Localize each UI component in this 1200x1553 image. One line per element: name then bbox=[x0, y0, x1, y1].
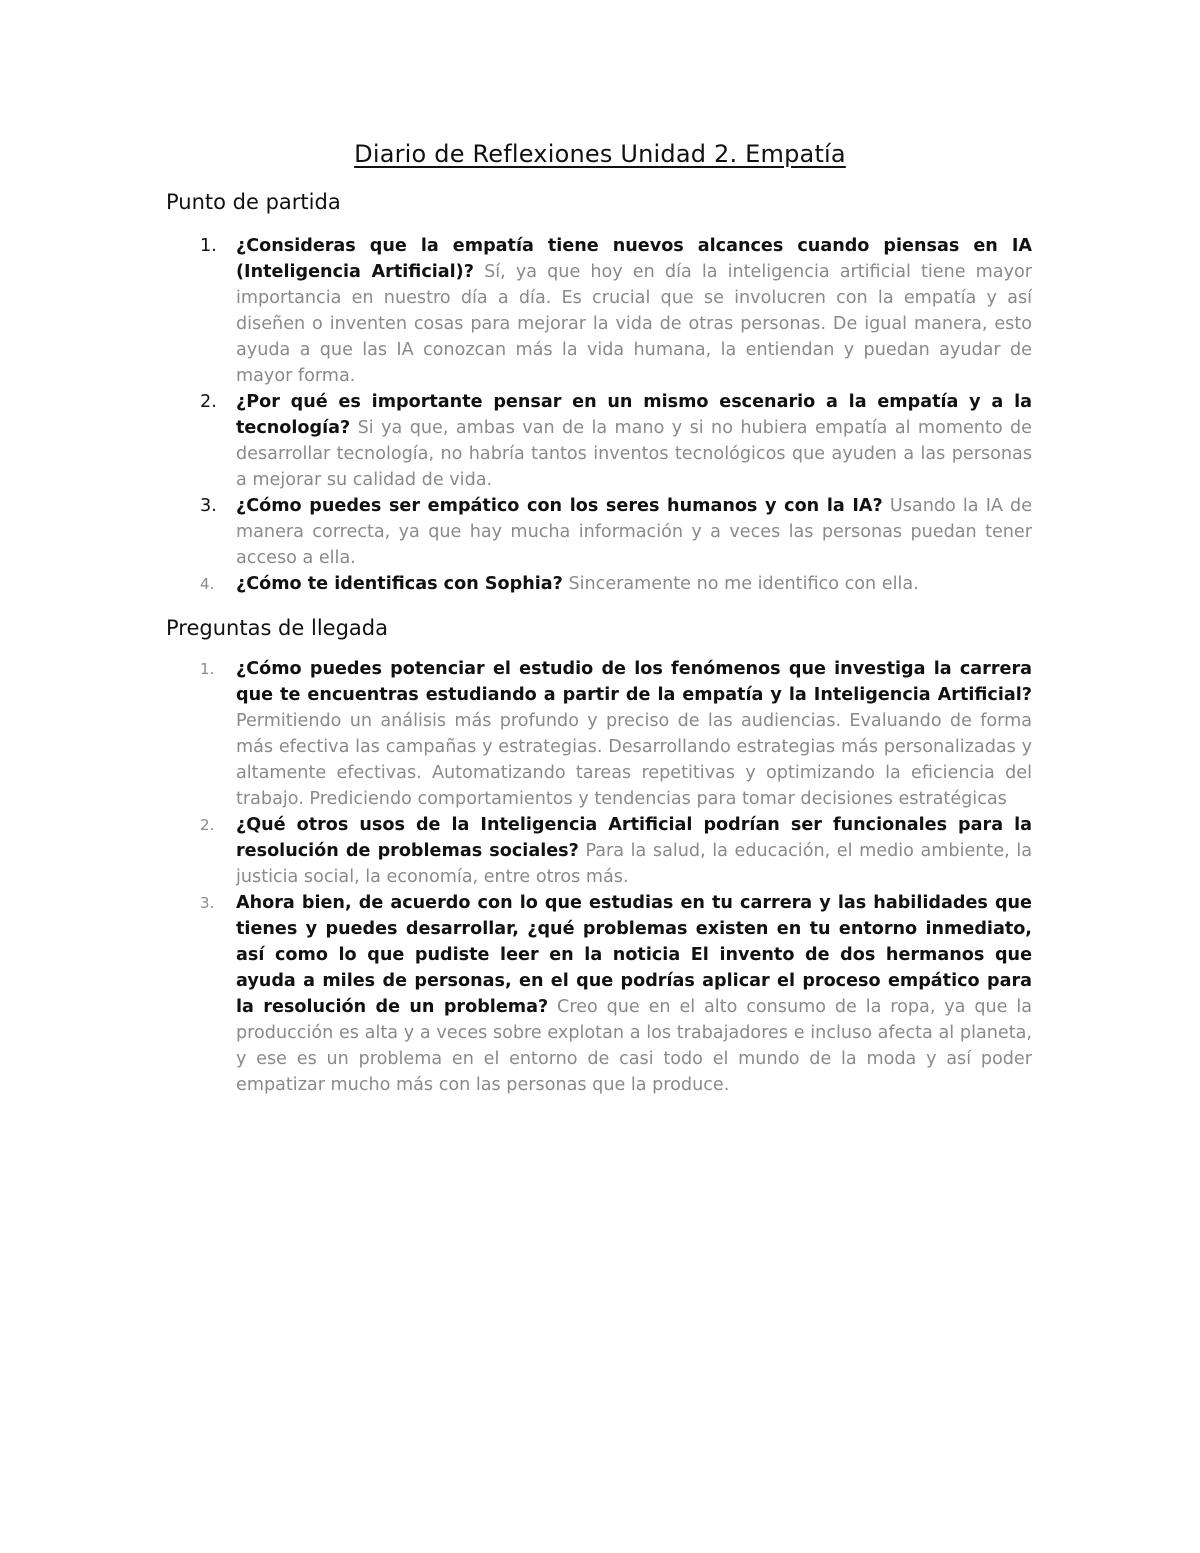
answer-text: Sí, ya que hoy en día la inteligencia artificial tiene mayor importancia en nuestro día a día. Es crucial que se involucren con la empatía y así diseñen o inventen cosas para mejorar la vida de otras personas. De igual manera, esto ayuda a que las IA conozcan más la vida humana, la entiendan y puedan ayudar de mayor forma. bbox=[236, 262, 1033, 386]
answer-text: Creo que en el alto consumo de la ropa, ya que la producción es alta y a veces sobre explotan a los trabajadores e incluso afecta al planeta, y ese es un problema en el entorno de casi todo el mundo de la moda y así poder empatizar mucho más con las personas que la produce. bbox=[236, 997, 1032, 1095]
section-heading-punto-de-partida: Punto de partida bbox=[166, 190, 341, 214]
question-text: Ahora bien, de acuerdo con lo que estudias en tu carrera y las habilidades que tienes y puedes desarrollar, ¿qué problemas existen en tu entorno inmediato, así como lo que pudiste leer en la noticia El invento de dos hermanos que ayuda a miles de personas, en el que podrías aplicar el proceso empático para la resolución de un problema? bbox=[236, 893, 1032, 1017]
list-item bbox=[200, 389, 1033, 493]
answer-text: Para la salud, la educación, el medio ambiente, la justicia social, la economía, entre otros más. bbox=[236, 841, 1033, 887]
list-item bbox=[200, 493, 1033, 571]
answer-text: Permitiendo un análisis más profundo y preciso de las audiencias. Evaluando de forma más efectiva las campañas y estrategias. Desarrollando estrategias más personalizadas y altamente efectivas. Automatizando tareas repetitivas y optimizando la eficiencia del trabajo. Prediciendo comportamientos y tendencias para tomar decisiones estratégicas bbox=[236, 711, 1032, 809]
answer-text: Si ya que, ambas van de la mano y si no hubiera empatía al momento de desarrollar tecnología, no habría tantos inventos tecnológicos que ayuden a las personas a mejorar su calidad de vida. bbox=[236, 418, 1033, 490]
question-text: ¿Por qué es importante pensar en un mismo escenario a la empatía y a la tecnología? bbox=[236, 392, 1032, 438]
document-title: Diario de Reflexiones Unidad 2. Empatía bbox=[354, 140, 846, 168]
section-heading-preguntas-de-llegada: Preguntas de llegada bbox=[166, 616, 388, 640]
question-text: ¿Cómo te identificas con Sophia? bbox=[236, 574, 563, 594]
question-list-punto-de-partida bbox=[200, 233, 1033, 597]
question-list-preguntas-de-llegada bbox=[200, 656, 1033, 1098]
answer-text: Sinceramente no me identifico con ella. bbox=[568, 574, 919, 594]
item-number: 1. bbox=[200, 660, 215, 678]
item-number: 2. bbox=[200, 816, 215, 834]
question-text: ¿Cómo puedes potenciar el estudio de los fenómenos que investiga la carrera que te encuentras estudiando a partir de la empatía y la Inteligencia Artificial? bbox=[236, 659, 1032, 705]
item-number: 3. bbox=[200, 496, 217, 516]
item-number: 4. bbox=[200, 575, 215, 593]
item-number: 1. bbox=[200, 236, 217, 256]
item-number: 3. bbox=[200, 894, 215, 912]
list-item bbox=[200, 812, 1033, 890]
list-item bbox=[200, 890, 1032, 1098]
question-text: ¿Consideras que la empatía tiene nuevos alcances cuando piensas en IA (Inteligencia Artificial)? bbox=[236, 236, 1032, 282]
item-number: 2. bbox=[200, 392, 217, 412]
question-text: ¿Qué otros usos de la Inteligencia Artificial podrían ser funcionales para la resolución de problemas sociales? bbox=[236, 815, 1032, 861]
answer-text: Usando la IA de manera correcta, ya que hay mucha información y a veces las personas puedan tener acceso a ella. bbox=[236, 496, 1033, 568]
list-item bbox=[200, 571, 1032, 597]
list-item bbox=[200, 656, 1032, 812]
list-item bbox=[200, 233, 1033, 389]
question-text: ¿Cómo puedes ser empático con los seres humanos y con la IA? bbox=[236, 496, 883, 516]
